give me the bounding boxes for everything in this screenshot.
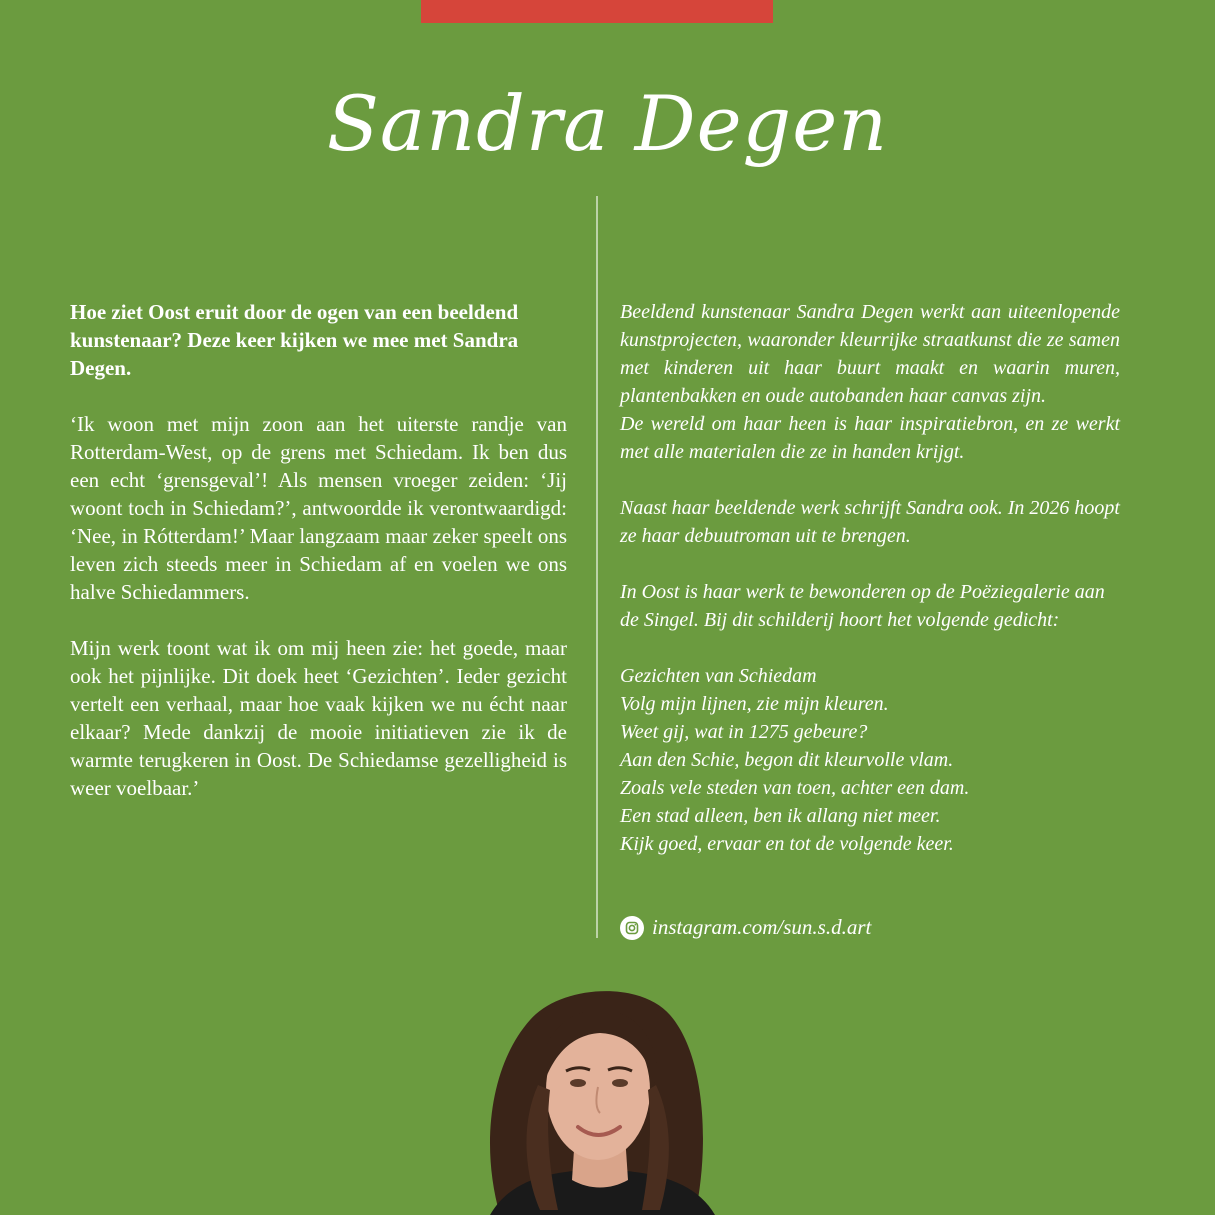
poem-line: Weet gij, wat in 1275 gebeure? <box>620 721 868 743</box>
column-divider <box>596 196 598 938</box>
bio-paragraph-1a: Beeldend kunstenaar Sandra Degen werkt aan uiteenlopende kunstprojecten, waaronder kleurrijke straatkunst die ze samen met kinderen uit haar buurt maakt en waarin muren, plantenbakken en oude autobanden haar canvas zijn. <box>620 301 1120 407</box>
right-column <box>620 298 1120 886</box>
page-title: Sandra Degen <box>326 79 889 168</box>
left-column <box>70 298 567 830</box>
bio-paragraph-3: In Oost is haar werk te bewonderen op de Poëziegalerie aan de Singel. Bij dit schilderij hoort het volgende gedicht: <box>620 581 1105 631</box>
bio-paragraph-1 <box>620 298 1120 466</box>
bio-paragraph-2: Naast haar beeldende werk schrijft Sandra ook. In 2026 hoopt ze haar debuutroman uit te brengen. <box>620 497 1120 547</box>
poem-line: Aan den Schie, begon dit kleurvolle vlam. <box>620 749 954 771</box>
quote-paragraph-2: Mijn werk toont wat ik om mij heen zie: het goede, maar ook het pijnlijke. Dit doek heet ‘Gezichten’. Ieder gezicht vertelt een verhaal, maar hoe vaak kijken we nu écht naar elkaar? Mede dankzij de mooie initiatieven zie ik de warmte terugkeren in Oost. De Schiedamse gezelligheid is weer voelbaar.’ <box>70 636 567 800</box>
poem-line: Gezichten van Schiedam <box>620 665 817 687</box>
poem-line: Volg mijn lijnen, zie mijn kleuren. <box>620 693 889 715</box>
poem-line: Een stad alleen, ben ik allang niet meer. <box>620 805 941 827</box>
intro-paragraph: Hoe ziet Oost eruit door de ogen van een beeldend kunstenaar? Deze keer kijken we mee met Sandra Degen. <box>70 300 519 380</box>
poem <box>620 662 1120 858</box>
poem-line: Kijk goed, ervaar en tot de volgende keer. <box>620 833 954 855</box>
quote-paragraph-1: ‘Ik woon met mijn zoon aan het uiterste randje van Rotterdam-West, op de grens met Schiedam. Ik ben dus een echt ‘grensgeval’! Als mensen vroeger zeiden: ‘Jij woont toch in Schiedam?’, antwoordde ik verontwaardigd: ‘Nee, in Rótterdam!’ Maar langzaam maar zeker speelt ons leven zich steeds meer in Schiedam af en voelen we ons halve Schiedammers. <box>70 412 567 604</box>
instagram-link[interactable] <box>620 915 871 940</box>
instagram-handle: instagram.com/sun.s.d.art <box>652 915 872 939</box>
poem-line: Zoals vele steden van toen, achter een dam. <box>620 777 970 799</box>
bio-paragraph-1b: De wereld om haar heen is haar inspiratiebron, en ze werkt met alle materialen die ze in handen krijgt. <box>620 413 1120 463</box>
instagram-icon <box>620 916 644 940</box>
portrait-photo <box>470 975 730 1215</box>
top-accent-bar <box>421 0 773 23</box>
